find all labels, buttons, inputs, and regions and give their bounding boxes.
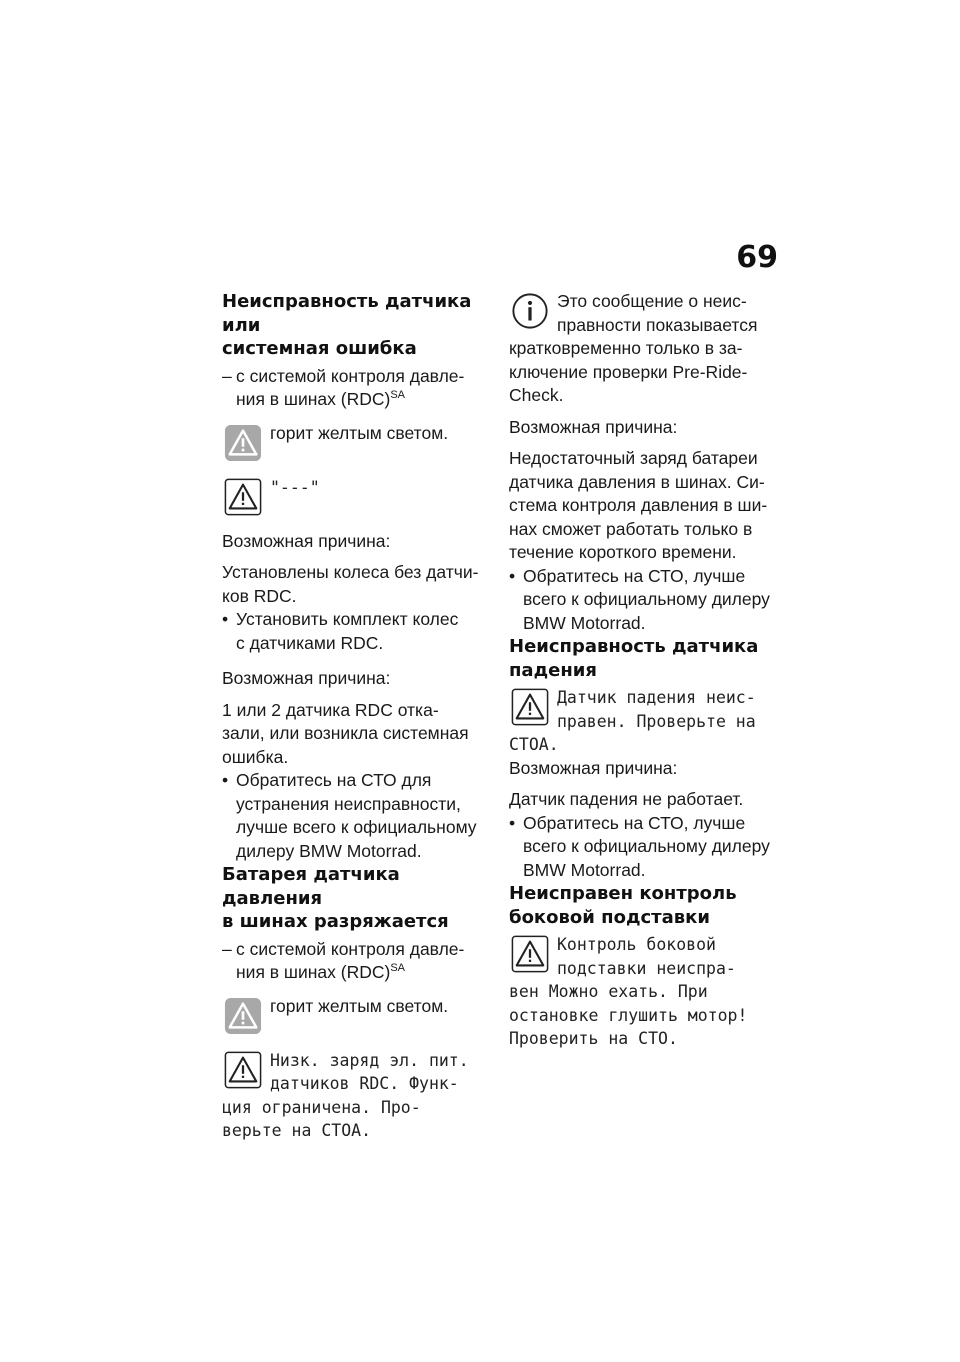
bullet-marker: •: [222, 609, 229, 629]
warning-lamp-icon: [224, 997, 262, 1035]
action-line: BMW Motorrad.: [523, 859, 646, 880]
warning-display-icon: [224, 1051, 262, 1089]
condition-line: ния в шинах (RDC): [236, 962, 391, 982]
action-item: [509, 812, 781, 883]
action-line: Обратитесь на СТО, лучше: [523, 565, 746, 586]
condition-item: [222, 938, 504, 985]
display-message-row: [222, 1049, 504, 1143]
warning-display-icon: [224, 478, 262, 516]
right-column: [509, 290, 781, 1051]
warning-display-icon: [511, 688, 549, 726]
action-line: Установить комплект колес: [236, 609, 459, 629]
option-superscript: SA: [390, 962, 406, 975]
message-line: правен. Проверьте на: [557, 711, 756, 731]
section-heading-sensor-fault: [222, 290, 504, 361]
heading-line: падения: [509, 659, 597, 681]
lamp-row: [222, 422, 504, 468]
heading-line: Неисправен контроль: [509, 883, 737, 904]
cause-line: ков RDC.: [222, 585, 297, 606]
info-line: ключение проверки Pre-Ride-: [509, 361, 748, 382]
warning-lamp-icon: [224, 424, 262, 462]
message-line: вен Можно ехать. При: [509, 982, 708, 1001]
condition-line: ния в шинах (RDC): [236, 389, 391, 409]
display-message: [222, 1049, 504, 1143]
cause-text: [222, 561, 504, 608]
cause-text: Датчик падения не работает.: [509, 789, 744, 809]
message-line: Проверить на СТО.: [509, 1029, 678, 1048]
section-heading-battery: [222, 863, 504, 934]
cause-line: датчика давления в шинах. Си-: [509, 471, 765, 492]
cause-line: зали, или возникла системная: [222, 723, 469, 743]
cause-label: Возможная причина:: [222, 668, 391, 688]
lamp-text: горит желтым светом.: [270, 995, 449, 1016]
display-message-row: [509, 686, 781, 757]
action-item: [509, 565, 781, 636]
left-column: [222, 290, 504, 1143]
condition-line: с системой контроля давле-: [236, 365, 465, 386]
info-line: кратковременно только в за-: [509, 338, 743, 358]
warning-display-icon: [511, 935, 549, 973]
action-line: всего к официальному дилеру: [523, 836, 770, 856]
bullet-marker: •: [222, 770, 229, 790]
condition-item: [222, 365, 504, 412]
page-number: 69: [736, 240, 778, 275]
action-line: устранения неисправности,: [236, 793, 461, 814]
action-line: BMW Motorrad.: [523, 612, 646, 633]
heading-line: Неисправность датчика: [509, 636, 759, 657]
lamp-row: [222, 995, 504, 1041]
action-line: лучше всего к официальному: [236, 817, 477, 837]
display-message-row: [509, 933, 781, 1051]
heading-line: в шинах разряжается: [222, 911, 449, 932]
info-note: [509, 290, 781, 408]
dash-marker: –: [222, 938, 232, 959]
bullet-marker: •: [509, 565, 516, 586]
message-line: Контроль боковой: [557, 935, 716, 954]
cause-line: стема контроля давления в ши-: [509, 495, 768, 515]
option-superscript: SA: [390, 389, 406, 402]
cause-line: течение короткого времени.: [509, 542, 737, 562]
display-text: "---": [270, 477, 320, 497]
message-line: датчиков RDC. Функ-: [270, 1074, 459, 1093]
display-message: [509, 686, 781, 757]
cause-line: Недостаточный заряд батареи: [509, 448, 758, 468]
display-row: [222, 476, 504, 522]
message-line: Низк. заряд эл. пит.: [270, 1050, 469, 1070]
condition-line: с системой контроля давле-: [236, 938, 465, 959]
heading-line: Батарея датчика давления: [222, 864, 400, 909]
heading-line: Неисправность датчика или: [222, 291, 472, 336]
bullet-marker: •: [509, 812, 516, 833]
cause-line: 1 или 2 датчика RDC отка-: [222, 699, 439, 720]
heading-line: боковой подставки: [509, 906, 710, 928]
info-line: Check.: [509, 385, 564, 405]
info-line: Это сообщение о неис-: [557, 291, 747, 311]
cause-label: Возможная причина:: [222, 530, 391, 551]
cause-text: [509, 447, 781, 565]
section-heading-side-stand: [509, 882, 781, 929]
cause-label: Возможная причина:: [509, 757, 678, 778]
action-line: Обратитесь на СТО, лучше: [523, 812, 746, 833]
action-line: Обратитесь на СТО для: [236, 770, 432, 790]
cause-label: Возможная причина:: [509, 416, 678, 437]
message-line: подставки неиспра-: [557, 958, 736, 978]
cause-text: [222, 699, 504, 770]
action-item: [222, 608, 504, 655]
action-line: с датчиками RDC.: [236, 632, 384, 653]
message-line: СТОА.: [509, 735, 559, 754]
action-line: дилеру BMW Motorrad.: [236, 840, 422, 861]
action-line: всего к официальному дилеру: [523, 589, 770, 609]
message-line: верьте на СТОА.: [222, 1121, 372, 1140]
message-line: ция ограничена. Про-: [222, 1097, 421, 1117]
cause-line: ошибка.: [222, 746, 289, 767]
display-message: [509, 933, 781, 1051]
dash-marker: –: [222, 365, 232, 386]
cause-line: Установлены колеса без датчи-: [222, 562, 479, 582]
cause-line: нах сможет работать только в: [509, 518, 753, 539]
lamp-text: горит желтым светом.: [270, 422, 449, 443]
message-line: Датчик падения неис-: [557, 688, 756, 707]
section-heading-fall-sensor: [509, 635, 781, 682]
action-item: [222, 769, 504, 863]
info-icon: [511, 292, 549, 330]
info-line: правности показывается: [557, 314, 758, 335]
info-text: [509, 290, 781, 408]
heading-line: системная ошибка: [222, 338, 417, 359]
message-line: остановке глушить мотор!: [509, 1005, 748, 1025]
